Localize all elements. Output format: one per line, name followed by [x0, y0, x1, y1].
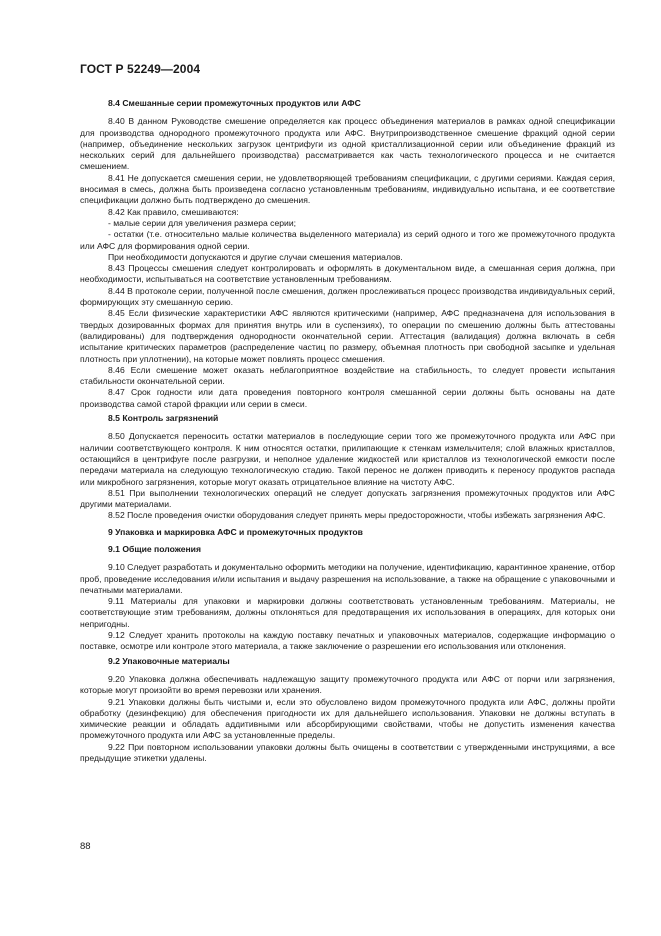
paragraph: 9.21 Упаковки должны быть чистыми и, если это обусловлено видом промежуточного продукта или АФС, должны пройти обработку (дезинфекцию) для обеспечения пригодности их для дальнейшего использования. Упаковки не должны вступать в химические реакции и обладать аддитивными или абсорбирующими свойствами, чтобы не допустить изменения качества промежуточного продукта или АФС за установленные пределы.	[80, 696, 615, 741]
paragraph: 8.40 В данном Руководстве смешение определяется как процесс объединения материалов в рамках одной спецификации для производства однородного промежуточного продукта или АФС. Внутрипроизводственное смешение фракций одной серии (например, объединение нескольких загрузок центрифуги из одной кристаллизационной серии или объединение фракций из нескольких серий для дальнейшего производства) рассматривается как часть технологического процесса и не считается смешением.	[80, 116, 615, 172]
paragraph: 8.41 Не допускается смешения серии, не удовлетворяющей требованиям спецификации, с другими сериями. Каждая серия, вносимая в смесь, должна быть произведена согласно установленным требованиям, индивидуально испытана, и ее соответствие спецификации должно быть подтверждено до смешения.	[80, 172, 615, 206]
paragraph: - остатки (т.е. относительно малые количества выделенного материала) из серий одного и того же промежуточного продукта или АФС для формирования одной серии.	[80, 229, 615, 251]
paragraph: - малые серии для увеличения размера серии;	[108, 217, 297, 228]
paragraph: 8.44 В протоколе серии, полученной после смешения, должен прослеживаться процесс производства индивидуальных серий, формирующих эту смешанную серию.	[80, 285, 615, 308]
paragraph: 9.22 При повторном использовании упаковки должны быть очищены в соответствии с утвержденными инструкциями, а все предыдущие этикетки удалены.	[80, 741, 615, 764]
paragraph: 9.12 Следует хранить протоколы на каждую поставку печатных и упаковочных материалов, содержащие информацию о поставке, осмотре или контроле этого материала, а также заключение о разрешении его использования или отклонения.	[80, 630, 615, 652]
paragraph: 9.20 Упаковка должна обеспечивать надлежащую защиту промежуточного продукта или АФС от порчи или загрязнения, которые могут произойти во время перевозки или хранения.	[80, 673, 615, 696]
paragraph: 8.46 Если смешение может оказать неблагоприятное воздействие на стабильность, то следует провести испытания стабильности окончательной серии.	[80, 364, 615, 387]
paragraph: 9.10 Следует разработать и документально оформить методики на получение, идентификацию, карантинное хранение, отбор проб, проведение исследования и/или испытания и выдачу разрешения на использование, а также на обращение с упаковочными и печатными материалами.	[80, 562, 615, 595]
document-body	[80, 95, 615, 764]
paragraph: При необходимости допускаются и другие случаи смешения материалов.	[108, 251, 403, 262]
paragraph: 9.11 Материалы для упаковки и маркировки должны соответствовать установленным требованиям. Материалы, не соответствующие этим требованиям, должны отклоняться для предотвращения их использования в операциях, для которых они непригодны.	[80, 596, 615, 629]
page-number: 88	[80, 841, 91, 852]
page-header-title: ГОСТ Р 52249—2004	[80, 62, 201, 76]
paragraph: 8.43 Процессы смешения следует контролировать и оформлять в документальном виде, а смешанная серия должна, при необходимости, испытываться на соответствие установленным требованиям.	[80, 263, 615, 285]
paragraph: 8.52 После проведения очистки оборудования следует принять меры предосторожности, чтобы избежать загрязнения АФС.	[108, 510, 606, 521]
paragraph: 8.45 Если физические характеристики АФС являются критическими (например, АФС предназначена для использования в твердых дозированных формах для принятия внутрь или в суспензиях), то операции по смешению должны быть аттестованы (валидированы) для подтверждения однородности окончательной серии. Аттестация (валидация) должна включать в себя испытание критических параметров (распределение частиц по размеру, объемная плотность при свободной засыпке и удельная плотность при уплотнении), на которые может повлиять процесс смешения.	[80, 308, 615, 364]
paragraph: 8.42 Как правило, смешиваются:	[108, 206, 239, 217]
section-heading: 8.4 Смешанные серии промежуточных продуктов или АФС	[108, 98, 361, 108]
section-heading: 8.5 Контроль загрязнений	[108, 413, 219, 424]
paragraph: 8.47 Срок годности или дата проведения повторного контроля смешанной серии должны быть основаны на дате производства самой старой фракции или серии в смеси.	[80, 387, 615, 409]
section-heading: 9.2 Упаковочные материалы	[108, 655, 230, 666]
paragraph: 8.51 При выполнении технологических операций не следует допускать загрязнения промежуточных продуктов или АФС другими материалами.	[80, 487, 615, 510]
section-heading: 9.1 Общие положения	[108, 543, 201, 554]
paragraph: 8.50 Допускается переносить остатки материалов в последующие серии того же промежуточного продукта или АФС при наличии соответствующего контроля. К ним относятся остатки, прилипающие к стенкам измельчителя; слой влажных кристаллов, остающийся в центрифуге после разгрузки, и неполное удаление жидкостей или кристаллов из технологической емкости после передачи материала на следующую технологическую стадию. Такой перенос не должен приводить к переносу продуктов распада или микробного загрязнения, которые могут оказать отрицательное влияние на чистоту АФС.	[80, 431, 615, 487]
chapter-heading: 9 Упаковка и маркировка АФС и промежуточных продуктов	[108, 526, 363, 537]
